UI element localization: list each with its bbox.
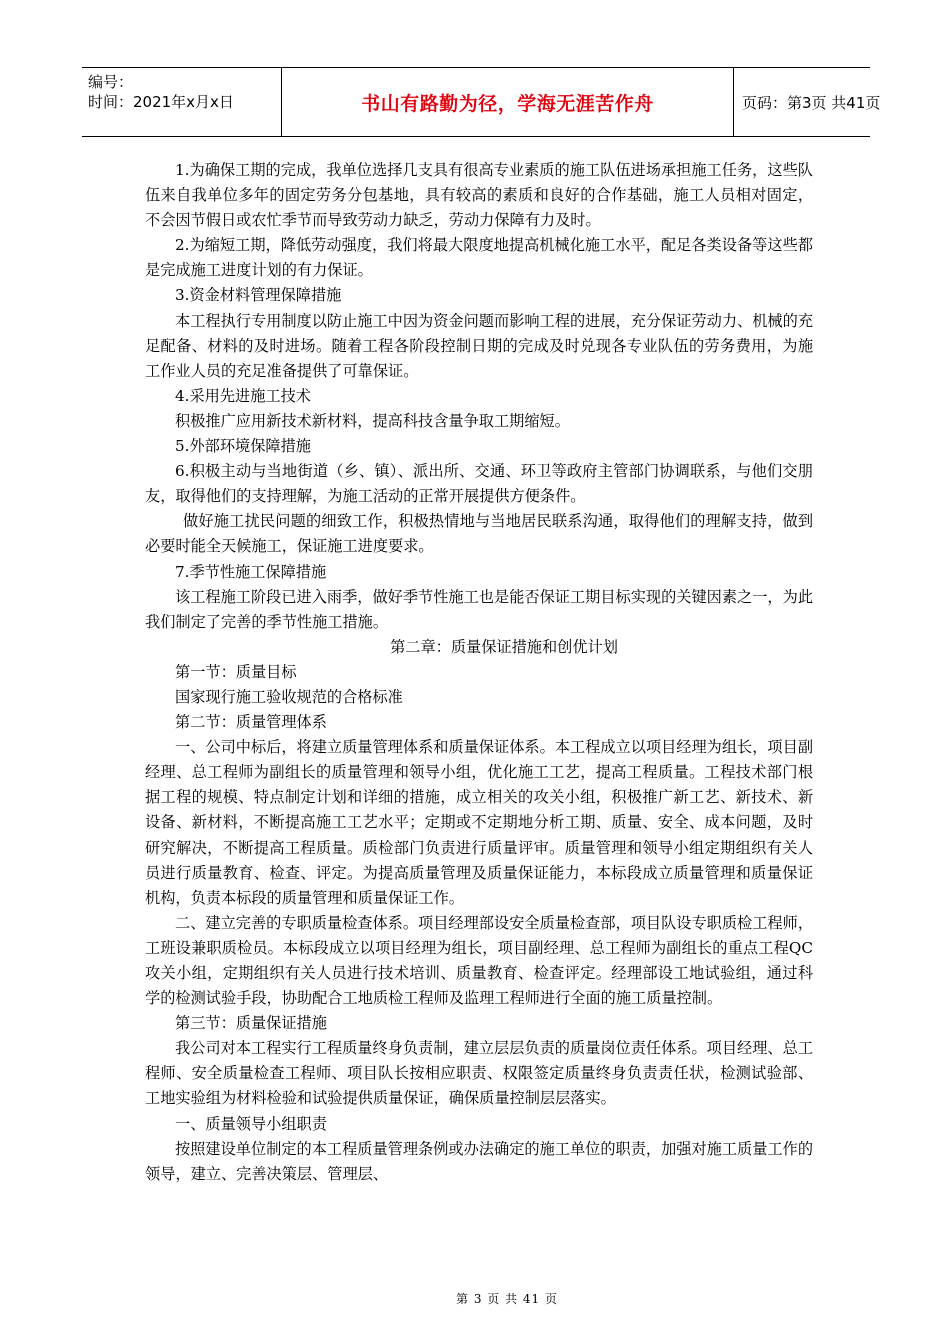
header-motto-cell	[282, 68, 734, 136]
header-meta-cell	[82, 68, 282, 136]
document-time-label: 时间：2021年x月x日	[88, 93, 234, 111]
body-paragraph: 做好施工扰民问题的细致工作，积极热情地与当地居民联系沟通，取得他们的理解支持，做到必要时能全天候施工，保证施工进度要求。	[145, 512, 813, 556]
body-paragraph: 第一节：质量目标	[175, 662, 297, 681]
body-paragraph: 5.外部环境保障措施	[175, 437, 311, 456]
body-paragraph: 按照建设单位制定的本工程质量管理条例或办法确定的施工单位的职责，加强对施工质量工作的领导，建立、完善决策层、管理层、	[145, 1139, 813, 1183]
body-paragraph: 4.采用先进施工技术	[175, 386, 311, 405]
body-paragraph: 第二节：质量管理体系	[175, 713, 327, 732]
body-paragraph: 本工程执行专用制度以防止施工中因为资金问题而影响工程的进展，充分保证劳动力、机械的充足配备、材料的及时进场。随着工程各阶段控制日期的完成及时兑现各专业队伍的劳务费用，为施工作业人员的充足准备提供了可靠保证。	[145, 311, 813, 380]
header-page-cell	[734, 68, 881, 136]
header-page-number: 页码：第3页 共41页	[742, 94, 881, 112]
body-paragraph: 我公司对本工程实行工程质量终身负责制，建立层层负责的质量岗位责任体系。项目经理、总工程师、安全质量检查工程师、项目队长按相应职责、权限签定质量终身负责责任状，检测试验部、工地实验组为材料检验和试验提供质量保证，确保质量控制层层落实。	[145, 1039, 813, 1108]
body-paragraph: 3.资金材料管理保障措施	[175, 286, 342, 305]
body-paragraph: 1.为确保工期的完成，我单位选择几支具有很高专业素质的施工队伍进场承担施工任务，这些队伍来自我单位多年的固定劳务分包基地，具有较高的素质和良好的合作基础，施工人员相对固定，不会因节假日或农忙季节而导致劳动力缺乏，劳动力保障有力及时。	[145, 161, 813, 230]
body-paragraph: 积极推广应用新技术新材料，提高科技含量争取工期缩短。	[175, 411, 570, 430]
body-paragraph: 该工程施工阶段已进入雨季，做好季节性施工也是能否保证工期目标实现的关键因素之一，为此我们制定了完善的季节性施工措施。	[145, 587, 813, 631]
body-paragraph: 7.季节性施工保障措施	[175, 562, 327, 581]
document-body	[145, 158, 813, 1187]
body-paragraph: 第三节：质量保证措施	[175, 1014, 327, 1033]
chapter-heading: 第二章：质量保证措施和创优计划	[390, 637, 618, 656]
body-paragraph: 一、质量领导小组职责	[175, 1114, 327, 1133]
header-motto: 书山有路勤为径，学海无涯苦作舟	[361, 93, 654, 115]
page-footer: 第 3 页 共 41 页	[456, 1292, 558, 1306]
body-paragraph: 二、建立完善的专职质量检查体系。项目经理部设安全质量检查部，项目队设专职质检工程师，工班设兼职质检员。本标段成立以项目经理为组长，项目副经理、总工程师为副组长的重点工程QC攻关小组，定期组织有关人员进行技术培训、质量教育、检查评定。经理部设工地试验组，通过科学的检测试验手段，协助配合工地质检工程师及监理工程师进行全面的施工质量控制。	[145, 913, 813, 1008]
page-header	[82, 67, 881, 137]
document-number-label: 编号：	[88, 73, 134, 91]
body-paragraph: 6.积极主动与当地街道（乡、镇）、派出所、交通、环卫等政府主管部门协调联系，与他们交朋友，取得他们的支持理解，为施工活动的正常开展提供方便条件。	[145, 462, 813, 506]
body-paragraph: 国家现行施工验收规范的合格标准	[175, 687, 403, 706]
body-paragraph: 一、公司中标后，将建立质量管理体系和质量保证体系。本工程成立以项目经理为组长，项目副经理、总工程师为副组长的质量管理和领导小组，优化施工工艺，提高工程质量。工程技术部门根据工程的规模、特点制定计划和详细的措施，成立相关的攻关小组，积极推广新工艺、新技术、新设备、新材料，不断提高施工工艺水平；定期或不定期地分析工期、质量、安全、成本问题，及时研究解决，不断提高工程质量。质检部门负责进行质量评审。质量管理和领导小组定期组织有关人员进行质量教育、检查、评定。为提高质量管理及质量保证能力，本标段成立质量管理和质量保证机构，负责本标段的质量管理和质量保证工作。	[145, 738, 813, 907]
body-paragraph: 2.为缩短工期，降低劳动强度，我们将最大限度地提高机械化施工水平，配足各类设备等这些都是完成施工进度计划的有力保证。	[145, 236, 813, 280]
